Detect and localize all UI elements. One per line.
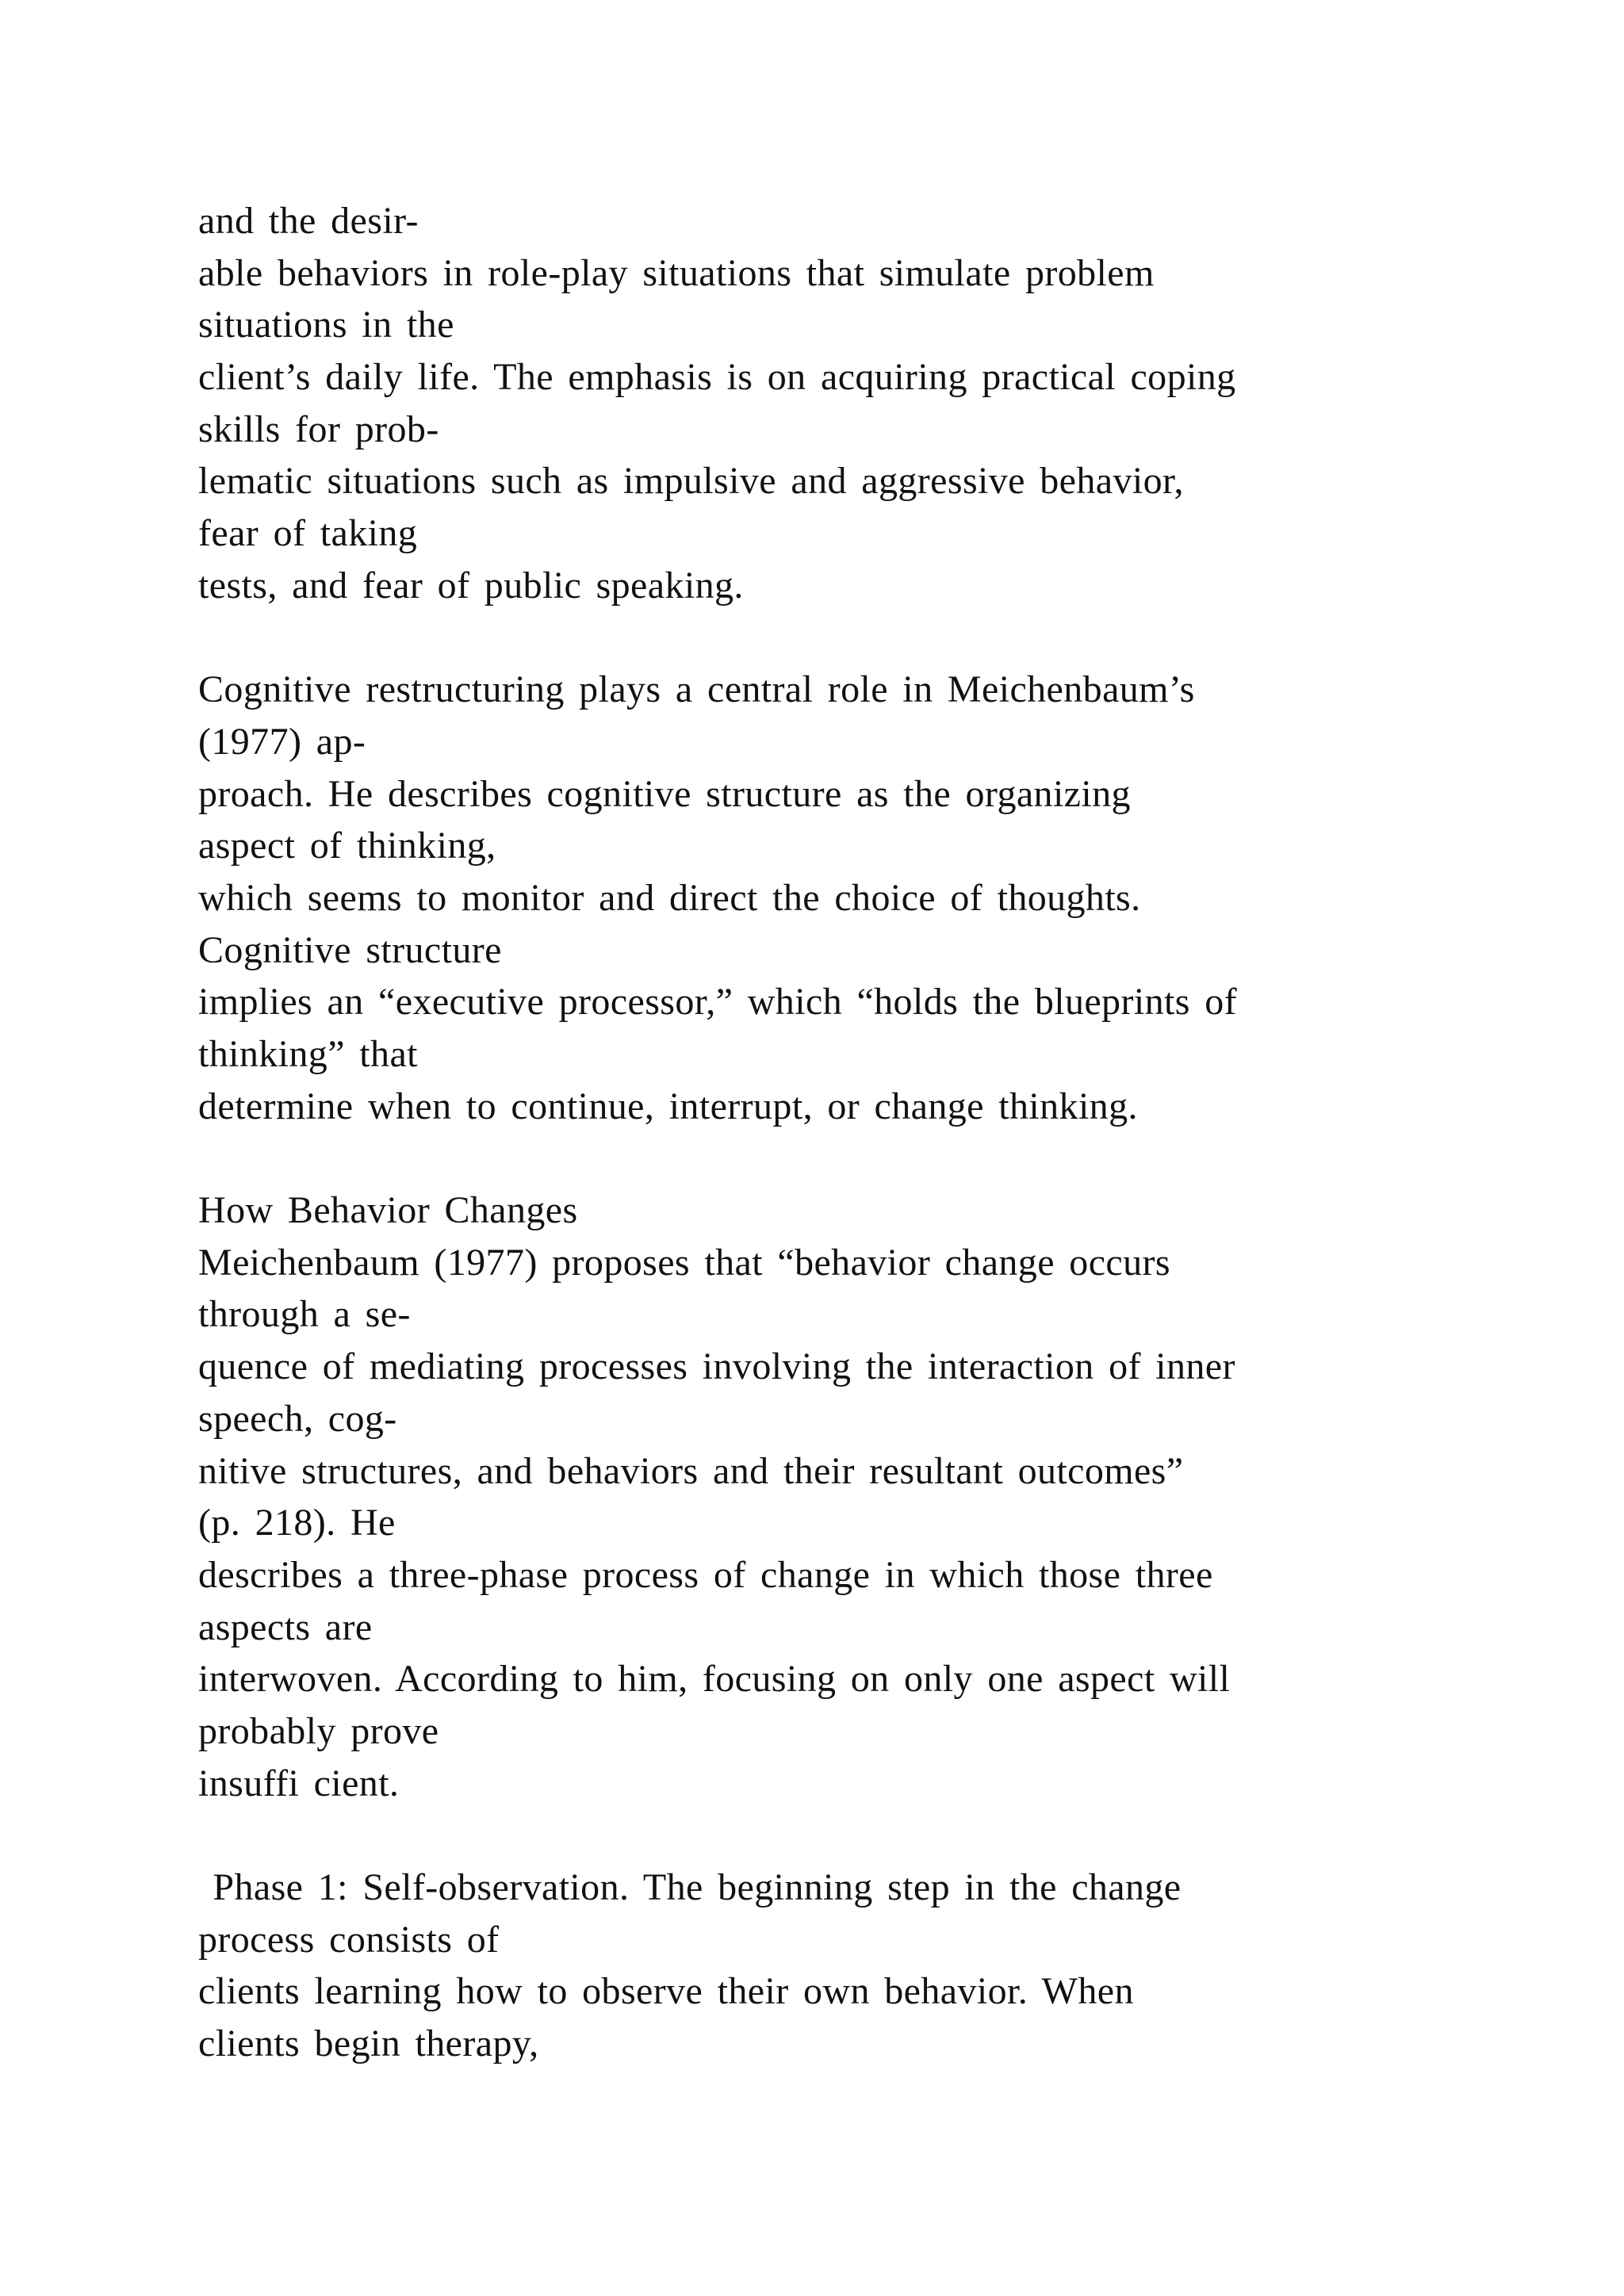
text-line: proach. He describes cognitive structure as the organizing [198, 772, 1131, 815]
text-line: fear of taking [198, 512, 418, 555]
text-line: nitive structures, and behaviors and their resultant outcomes” [198, 1449, 1184, 1492]
text-line: implies an “executive processor,” which “holds the blueprints of [198, 981, 1237, 1024]
paragraph-spacer [198, 612, 1483, 664]
text-line: Cognitive structure [198, 928, 502, 971]
text-line: which seems to monitor and direct the choice of thoughts. [198, 876, 1141, 919]
text-line: aspect of thinking, [198, 825, 496, 867]
text-line: speech, cog- [198, 1397, 397, 1440]
text-line: determine when to continue, interrupt, or change thinking. [198, 1085, 1138, 1127]
body-text [198, 195, 1483, 2070]
text-line: thinking” that [198, 1033, 418, 1075]
text-line: insuffi cient. [198, 1762, 400, 1804]
paragraph-how-behavior-changes [198, 1184, 1483, 1809]
text-line: through a se- [198, 1293, 411, 1336]
text-line: and the desir- [198, 200, 419, 242]
text-line: clients begin therapy, [198, 2022, 539, 2065]
text-line: lematic situations such as impulsive and aggressive behavior, [198, 460, 1184, 503]
paragraph-spacer [198, 1809, 1483, 1862]
section-heading: How Behavior Changes [198, 1189, 578, 1232]
text-line: clients learning how to observe their own behavior. When [198, 1970, 1134, 2013]
text-line: probably prove [198, 1709, 439, 1752]
text-line: situations in the [198, 304, 454, 346]
text-line: (1977) ap- [198, 720, 366, 763]
text-line: interwoven. According to him, focusing on only one aspect will [198, 1658, 1231, 1701]
text-line: client’s daily life. The emphasis is on acquiring practical coping [198, 356, 1236, 399]
paragraph-role-play [198, 195, 1483, 612]
text-line: Cognitive restructuring plays a central role in Meichenbaum’s [198, 668, 1195, 711]
paragraph-cognitive-restructuring [198, 664, 1483, 1132]
text-line: quence of mediating processes involving the interaction of inner [198, 1345, 1235, 1388]
paragraph-spacer [198, 1132, 1483, 1184]
text-line: tests, and fear of public speaking. [198, 564, 744, 607]
text-line: describes a three-phase process of change in which those three [198, 1553, 1213, 1596]
paragraph-phase-1 [198, 1862, 1483, 2070]
text-line: Meichenbaum (1977) proposes that “behavior change occurs [198, 1241, 1170, 1284]
text-line: (p. 218). He [198, 1502, 396, 1544]
text-line: aspects are [198, 1605, 373, 1648]
text-line: skills for prob- [198, 408, 439, 450]
text-line: Phase 1: Self-observation. The beginning step in the change [198, 1866, 1182, 1908]
text-line: able behaviors in role-play situations that simulate problem [198, 251, 1155, 294]
text-line: process consists of [198, 1918, 500, 1961]
